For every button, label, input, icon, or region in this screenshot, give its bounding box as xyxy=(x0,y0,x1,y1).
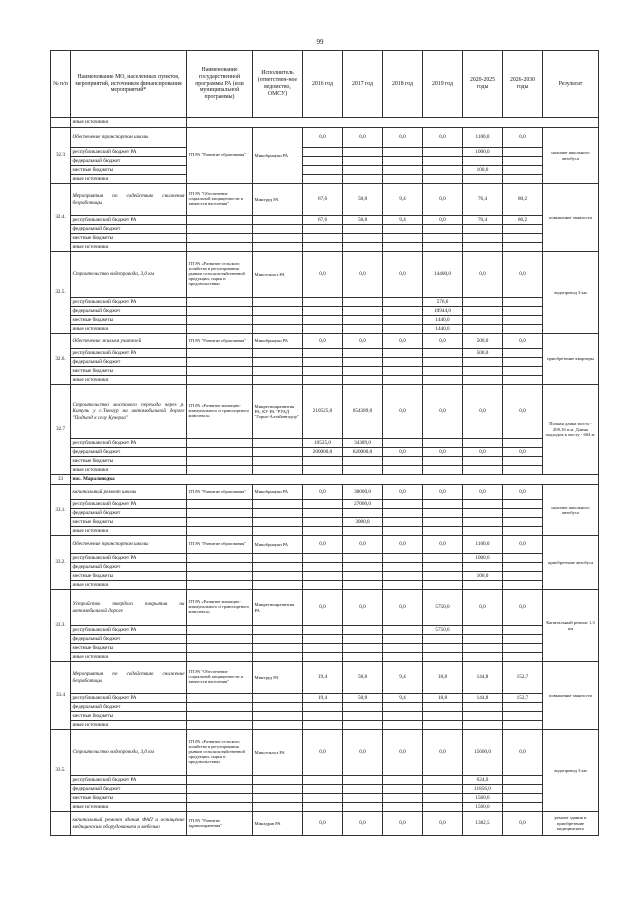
header-name: Наименование МО, населенных пунктов, мероприятий, источников финансирования мероприятий* xyxy=(71,51,187,118)
result-cell: ремонт здания и приобретение медицинского xyxy=(543,812,599,836)
row-number: 32.7 xyxy=(51,385,71,475)
table-row: 33.2. Обеспечение транспортом школы ГП РА "Развитие образования" Минобрнауки РА 0,0 0,0 0,0 0,0 1100,0 0,0 приобретение автобуса xyxy=(51,536,599,554)
executor-name: Минобрнауки РА xyxy=(253,485,303,500)
table-row: 32.3 Обеспечение транспортом школы ГП РА "Развитие образования" Минобрнауки РА 0,0 0,0 0,0 0,0 1100,0 0,0 наличие школьного автобуса xyxy=(51,128,599,148)
table-row: 33.4 Мероприятия по содействию снижение безработицы ГП РА "Обеспечение социальной защищенности и занятости населения" Минтруд РА 19,4 58,8 9,4 18,8 144,8 152,7 повышение занятости xyxy=(51,662,599,694)
program-name: ГП РА "Развитие образования" xyxy=(187,128,253,184)
table-row: иные источники xyxy=(51,721,599,730)
row-number: 32.6. xyxy=(51,334,71,385)
table-row: местные бюджеты 100,0 xyxy=(51,572,599,581)
table-row: иные источники xyxy=(51,376,599,385)
header-2016: 2016 год xyxy=(303,51,343,118)
table-row: республиканский бюджет РА 1000,0 xyxy=(51,554,599,563)
executor-name: Минсельхоз РА xyxy=(253,252,303,298)
executor-name: Минздрав РА xyxy=(253,812,303,836)
table-row: 33.3. Устройство твердого покрытия на автомобильной дороге ГП РА «Развитие жилищно-коммунального и транспортного комплекса» Минрегионразвития РА 0,0 0,0 0,0 5750,0 0,0 0,0 Капитальный ремонт 1,3 км xyxy=(51,590,599,626)
executor-name: Минобрнауки РА xyxy=(253,536,303,554)
table-row: республиканский бюджет РА 27000,0 xyxy=(51,500,599,509)
table-row: республиканский бюджет РА 19,4 58,8 9,4 18,8 144,8 152,7 xyxy=(51,694,599,703)
program-name: ГП РА "Развитие образования" xyxy=(187,485,253,500)
measure-name: Устройство твердого покрытия на автомобильной дороге xyxy=(71,590,187,626)
header-2019: 2019 год xyxy=(423,51,463,118)
program-name: ГП РА «Развитие сельского хозяйства и регулирования рынков сельскохозяйственной продукции, сырья и продовольствия» xyxy=(187,730,253,776)
result-cell: повышение занятости xyxy=(543,662,599,730)
row-number: 33.2. xyxy=(51,536,71,590)
table-row: республиканский бюджет РА 5750,0 xyxy=(51,626,599,635)
program-name: ГП РА "Обеспечение социальной защищенности и занятости населения" xyxy=(187,662,253,694)
row-number: 32.5. xyxy=(51,252,71,334)
page-number: 99 xyxy=(316,38,324,46)
table-row: местные бюджеты 1440,0 xyxy=(51,316,599,325)
table-row: республиканский бюджет РА 1000,0 xyxy=(51,148,599,157)
table-row: 33.1. капитальный ремонт школы ГП РА "Развитие образования" Минобрнауки РА 0,0 30000,0 0,0 0,0 0,0 0,0 наличие школьного автобуса xyxy=(51,485,599,500)
table-header-row xyxy=(51,51,599,118)
result-cell: приобретение автобуса xyxy=(543,536,599,590)
measure-name: Обеспечение жильем учителей xyxy=(71,334,187,349)
table-row: местные бюджеты 1560,0 xyxy=(51,794,599,803)
program-name: ГП РА «Развитие жилищно-коммунального и транспортного комплекса» xyxy=(187,385,253,439)
section-row xyxy=(51,475,599,485)
measure-name: Мероприятия по содействию снижение безработицы xyxy=(71,662,187,694)
table-row: федеральный бюджет xyxy=(51,358,599,367)
table-row: 32.6. Обеспечение жильем учителей ГП РА "Развитие образования" Минобрнауки РА 0,0 0,0 0,0 0,0 500,0 0,0 приобретение квартиры xyxy=(51,334,599,349)
program-name: ГП РА «Развитие сельского хозяйства и регулирования рынков сельскохозяйственной продукции, сырья и продовольствия» xyxy=(187,252,253,298)
measure-name: Строительство водопровода, 3,0 км xyxy=(71,252,187,298)
result-cell: приобретение квартиры xyxy=(543,334,599,385)
row-number: 33.5. xyxy=(51,730,71,812)
table-row xyxy=(51,118,599,128)
table-row: иные источники xyxy=(51,466,599,475)
executor-name: Минобрнауки РА xyxy=(253,334,303,349)
table-row: 33.5. Строительство водопровода, 3,0 км ГП РА «Развитие сельского хозяйства и регулирования рынков сельскохозяйственной продукции, сырья и продовольствия» Минсельхоз РА 0,0 0,0 0,0 0,0 15600,0 0,0 водопровод 3 км xyxy=(51,730,599,776)
source-label: иные источники xyxy=(71,118,187,128)
table-row: иные источники xyxy=(51,581,599,590)
table-row: республиканский бюджет РА 576,0 xyxy=(51,298,599,307)
program-name: ГП РА "Развитие образования" xyxy=(187,334,253,349)
measure-name: капитальный ремонт здания ФАП и оснащение медицинским оборудованием и мебелью xyxy=(71,812,187,836)
header-executor: Исполнитель (ответствен-ное ведомство, ОМСУ) xyxy=(253,51,303,118)
table-row: местные бюджеты 100,0 xyxy=(51,166,599,175)
table-row: местные бюджеты xyxy=(51,367,599,376)
measure-name: Обеспечение транспортом школы xyxy=(71,536,187,554)
executor-name: Минрегионразвития РА, КУ РА "РУАД "Горно-Алтайавтодор" xyxy=(253,385,303,439)
table-row: местные бюджеты xyxy=(51,712,599,721)
table-row: иные источники 1560,0 xyxy=(51,803,599,812)
measure-name: Строительство водопровода, 3,0 км xyxy=(71,730,187,776)
table-row: федеральный бюджет xyxy=(51,703,599,712)
table-row: иные источники xyxy=(51,527,599,536)
table-row: республиканский бюджет РА 624,0 xyxy=(51,776,599,785)
table-row: местные бюджеты xyxy=(51,234,599,243)
table-row: местные бюджеты xyxy=(51,457,599,466)
table-row: федеральный бюджет xyxy=(51,563,599,572)
header-2017: 2017 год xyxy=(343,51,383,118)
table-row: республиканский бюджет РА 500,0 xyxy=(51,349,599,358)
table-row: 32.5. Строительство водопровода, 3,0 км ГП РА «Развитие сельского хозяйства и регулирования рынков сельскохозяйственной продукции, сырья и продовольствия» Минсельхоз РА 0,0 0,0 0,0 14400,0 0,0 0,0 водопровод 3 км xyxy=(51,252,599,298)
result-cell: Полная длина моста - 209,16 п.м. Длина подходов к мосту - 604 м. xyxy=(543,385,599,475)
row-number: 33 xyxy=(51,475,71,485)
table-row: иные источники xyxy=(51,653,599,662)
program-name: ГП РА "Обеспечение социальной защищенности и занятости населения" xyxy=(187,184,253,216)
program-table xyxy=(50,50,599,836)
table-row: 32.7 Строительство мостового перехода через р. Катунь у с.Тюнгур на автомобильной дороге "Подъезд к селу Кучерла" ГП РА «Развитие жилищно-коммунального и транспортного комплекса» Минрегионразвития РА, КУ РА "РУАД "Горно-Алтайавтодор" 210525,0 654389,0 0,0 0,0 0,0 0,0 Полная длина моста - 209,16 п.м. Длина подходов к мосту - 604 м. xyxy=(51,385,599,439)
header-2026-2030: 2026-2030 годы xyxy=(503,51,543,118)
table-row: федеральный бюджет 11856,0 xyxy=(51,785,599,794)
row-number: 33.4 xyxy=(51,662,71,730)
row-number: 32.3 xyxy=(51,128,71,184)
row-number: 33.1. xyxy=(51,485,71,536)
table-row: федеральный бюджет xyxy=(51,157,599,166)
table-row: иные источники xyxy=(51,243,599,252)
executor-name: Минтруд РА xyxy=(253,662,303,694)
executor-name: Минтруд РА xyxy=(253,184,303,216)
table-row: республиканский бюджет РА 10525,0 34389,0 xyxy=(51,439,599,448)
program-name: ГП РА «Развитие жилищно-коммунального и транспортного комплекса» xyxy=(187,590,253,626)
table-row: местные бюджеты 3000,0 xyxy=(51,518,599,527)
row-number: 33.3. xyxy=(51,590,71,662)
table-row: федеральный бюджет xyxy=(51,635,599,644)
executor-name: Минсельхоз РА xyxy=(253,730,303,776)
measure-name: Строительство мостового перехода через р. Катунь у с.Тюнгур на автомобильной дороге "Подъезд к селу Кучерла" xyxy=(71,385,187,439)
result-cell: наличие школьного автобуса xyxy=(543,485,599,536)
measure-name: капитальный ремонт школы xyxy=(71,485,187,500)
table-row: федеральный бюджет xyxy=(51,225,599,234)
measure-name: Мероприятия по содействию снижения безработицы xyxy=(71,184,187,216)
settlement-name: пос. Мараловодка xyxy=(71,475,599,485)
executor-name: Минрегионразвития РА xyxy=(253,590,303,626)
program-table-sheet xyxy=(50,50,598,836)
header-result: Результат xyxy=(543,51,599,118)
measure-name: Обеспечение транспортом школы xyxy=(71,128,187,148)
table-row: иные источники 1440,0 xyxy=(51,325,599,334)
table-row: федеральный бюджет 200000,0 620000,0 0,0 0,0 0,0 0,0 xyxy=(51,448,599,457)
row-number: 32.4. xyxy=(51,184,71,252)
result-cell: водопровод 3 км xyxy=(543,252,599,334)
header-num: № п/п xyxy=(51,51,71,118)
table-row: федеральный бюджет 10944,0 xyxy=(51,307,599,316)
result-cell: водопровод 3 км xyxy=(543,730,599,812)
header-2018: 2018 год xyxy=(383,51,423,118)
table-row: капитальный ремонт здания ФАП и оснащение медицинским оборудованием и мебелью ГП РА "Развитие здравоохранения" Минздрав РА 0,0 0,0 0,0 0,0 1382,5 0,0 ремонт здания и приобретение медицинского xyxy=(51,812,599,836)
executor-name: Минобрнауки РА xyxy=(253,128,303,184)
table-row: 32.4. Мероприятия по содействию снижения безработицы ГП РА "Обеспечение социальной защищенности и занятости населения" Минтруд РА 67,6 58,8 9,4 0,0 76,4 80,2 повышение занятости xyxy=(51,184,599,216)
table-row: республиканский бюджет РА 67,6 58,8 9,4 0,0 76,4 80,2 xyxy=(51,216,599,225)
header-program: Наименование государственной программы РА (или муниципальной программы) xyxy=(187,51,253,118)
header-2020-2025: 2020-2025 годы xyxy=(463,51,503,118)
table-row: иные источники xyxy=(51,175,599,184)
table-row: федеральный бюджет xyxy=(51,509,599,518)
result-cell: наличие школьного автобуса xyxy=(543,128,599,184)
table-row: местные бюджеты xyxy=(51,644,599,653)
program-name: ГП РА "Развитие здравоохранения" xyxy=(187,812,253,836)
result-cell: Капитальный ремонт 1,3 км xyxy=(543,590,599,662)
program-name: ГП РА "Развитие образования" xyxy=(187,536,253,554)
result-cell: повышение занятости xyxy=(543,184,599,252)
